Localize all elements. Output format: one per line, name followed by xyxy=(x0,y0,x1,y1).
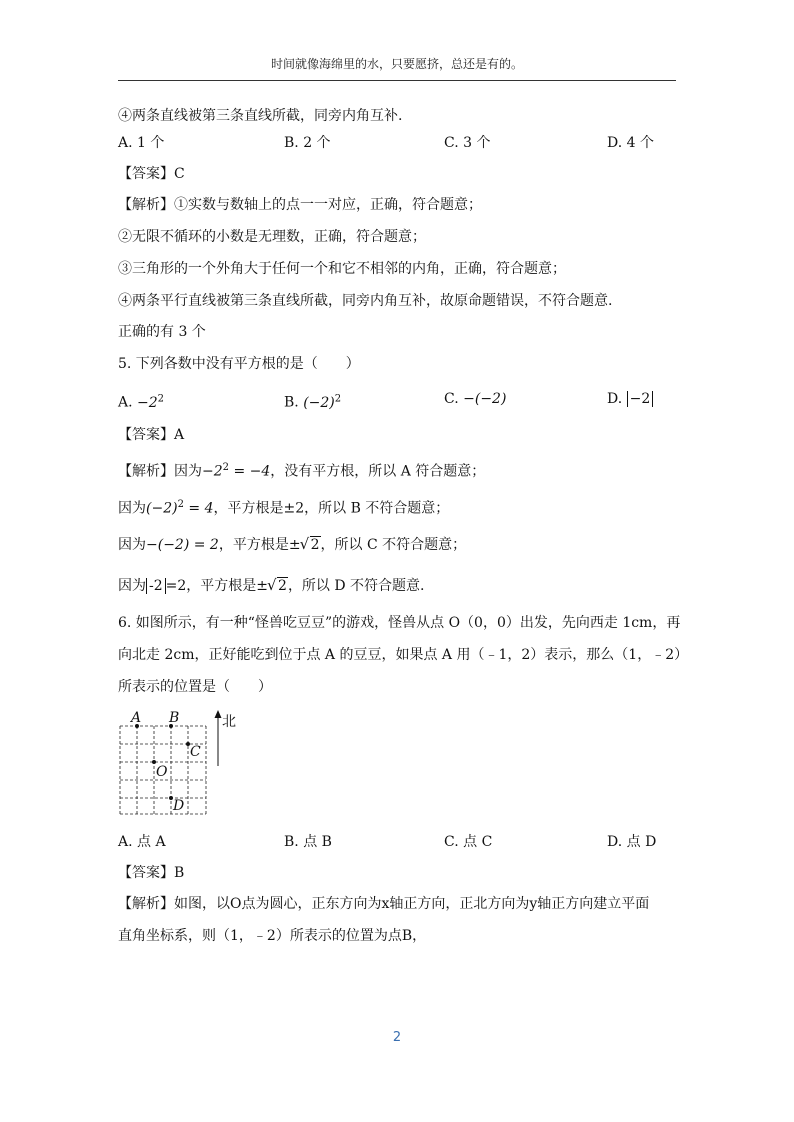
label-a: A xyxy=(131,710,142,726)
q5-a4-radicand: 2 xyxy=(278,578,287,594)
q4-analysis-4: ④两条平行直线被第三条直线所截，同旁内角互补，故原命题错误，不符合题意. xyxy=(118,293,613,309)
q5-option-d-abs: −2 xyxy=(627,391,654,407)
q4-option-c: C. 3 个 xyxy=(444,135,491,151)
q5-stem: 5. 下列各数中没有平方根的是（ ） xyxy=(118,356,360,372)
q5-a1-pre: 【解析】因为 xyxy=(118,463,202,480)
q5-a1-post: ，没有平方根，所以 A 符合题意； xyxy=(270,463,486,480)
q4-option-d: D. 4 个 xyxy=(607,135,654,151)
q5-option-b xyxy=(284,390,341,412)
q4-option-b: B. 2 个 xyxy=(284,135,331,151)
q5-a2-pre: 因为 xyxy=(118,500,146,517)
q5-a2-eq: = 4 xyxy=(183,500,214,517)
q4-analysis-1: 【解析】①实数与数轴上的点一一对应，正确，符合题意； xyxy=(118,197,482,213)
q6-answer: 【答案】B xyxy=(118,865,185,881)
q5-analysis-4 xyxy=(118,577,425,595)
q5-option-b-base: (−2) xyxy=(303,394,335,411)
q4-statement-4: ④两条直线被第三条直线所截，同旁内角互补. xyxy=(118,108,403,124)
q5-option-a-expr xyxy=(137,395,164,411)
label-c: C xyxy=(190,744,201,760)
q5-option-d xyxy=(607,390,653,408)
q5-option-c-prefix: C. xyxy=(444,391,459,407)
q5-a4-mid: ，平方根是 xyxy=(186,578,257,594)
q4-analysis-2: ②无限不循环的小数是无理数，正确，符合题意； xyxy=(118,229,426,245)
q5-option-c-expr: −(−2) xyxy=(463,391,507,407)
q6-grid-figure xyxy=(118,706,258,818)
q5-a3-expr: −(−2) = 2 xyxy=(146,537,219,553)
q5-a2-post: ，平方根是±2，所以 B 不符合题意； xyxy=(213,500,450,517)
page-header: 时间就像海绵里的水，只要愿挤，总还是有的。 xyxy=(270,57,523,71)
q5-a1-eq: = −4 xyxy=(229,463,271,480)
q5-a4-post: ，所以 D 不符合题意. xyxy=(287,578,425,594)
page-number: 2 xyxy=(392,1030,402,1045)
q5-option-b-exp: 2 xyxy=(334,393,342,404)
q6-option-b: B. 点 B xyxy=(284,834,332,850)
q5-option-a-base: −2 xyxy=(137,394,158,411)
north-arrow xyxy=(215,710,222,766)
q5-a1-exp: 2 xyxy=(222,462,230,473)
q5-analysis-1 xyxy=(118,459,485,481)
label-d: D xyxy=(173,798,185,814)
q5-a3-mid: ，平方根是 xyxy=(218,537,289,553)
q6-analysis-1: 【解析】如图，以O点为圆心，正东方向为x轴正方向，正北方向为y轴正方向建立平面 xyxy=(118,896,650,912)
q4-analysis-5: 正确的有 3 个 xyxy=(118,324,206,340)
q5-option-a xyxy=(118,390,164,412)
label-b: B xyxy=(169,710,180,726)
q6-option-d: D. 点 D xyxy=(607,834,657,850)
q5-a3-sqrt xyxy=(301,536,321,554)
q5-option-c xyxy=(444,390,506,408)
q5-option-a-prefix: A. xyxy=(118,394,133,411)
q5-answer: 【答案】A xyxy=(118,427,185,443)
q6-option-a: A. 点 A xyxy=(118,834,166,850)
q4-answer: 【答案】C xyxy=(118,166,185,182)
q5-analysis-2 xyxy=(118,496,449,518)
q5-a4-abs: -2 xyxy=(146,578,166,594)
header-divider xyxy=(118,80,676,81)
q5-analysis-3 xyxy=(118,536,466,554)
q5-a4-pre: 因为 xyxy=(118,578,146,594)
q5-a4-eq: =2 xyxy=(165,578,187,594)
q5-a4-sqrt xyxy=(268,577,288,595)
q5-a1-base: −2 xyxy=(202,463,223,480)
q6-stem-2: 向北走 2cm，正好能吃到位于点 A 的豆豆，如果点 A 用（﹣1，2）表示，那么（1，﹣2） xyxy=(118,647,689,663)
q6-option-c: C. 点 C xyxy=(444,834,493,850)
q5-a3-post: ，所以 C 不符合题意； xyxy=(320,537,467,553)
q5-a2-exp: 2 xyxy=(177,499,184,510)
north-label: 北 xyxy=(222,714,236,730)
q4-analysis-3: ③三角形的一个外角大于任何一个和它不相邻的内角，正确，符合题意； xyxy=(118,261,566,277)
q5-option-a-exp: 2 xyxy=(157,393,165,404)
q5-a3-pm: ± xyxy=(288,537,301,553)
q5-option-d-prefix: D. xyxy=(607,391,623,407)
q5-a2-base: (−2) xyxy=(146,500,178,517)
q6-stem-1: 6. 如图所示，有一种“怪兽吃豆豆”的游戏，怪兽从点 O（0，0）出发，先向西走 1cm，再 xyxy=(118,615,681,631)
q5-a4-pm: ± xyxy=(256,578,269,594)
q6-analysis-2: 直角坐标系，则（1，﹣2）所表示的位置为点B， xyxy=(118,928,427,944)
q4-option-a: A. 1 个 xyxy=(118,135,165,151)
q5-a3-pre: 因为 xyxy=(118,537,146,553)
q6-stem-3: 所表示的位置是（ ） xyxy=(118,679,272,695)
label-o: O xyxy=(156,764,168,780)
q5-option-b-expr xyxy=(303,395,341,411)
q5-option-b-prefix: B. xyxy=(284,394,299,411)
q5-a3-radicand: 2 xyxy=(310,537,320,553)
